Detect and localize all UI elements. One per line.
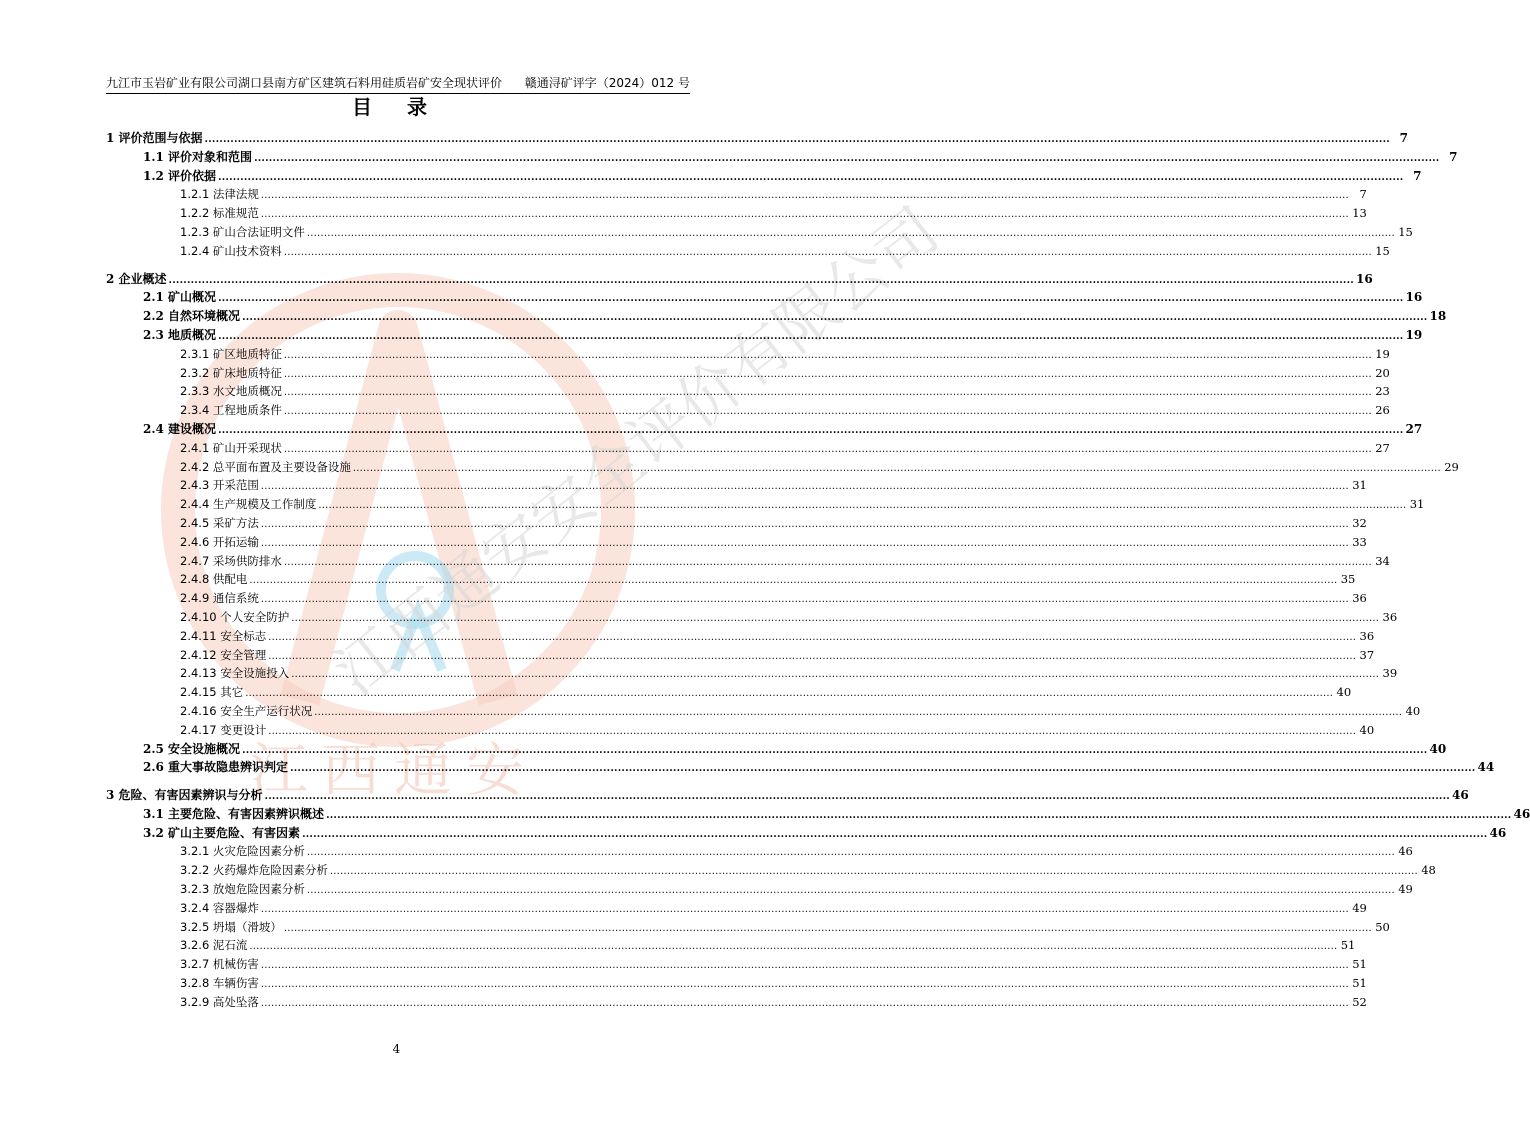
toc-entry-label: 2.4.7 采场供防排水: [180, 553, 282, 568]
toc-leader-dots: [284, 439, 1372, 458]
toc-entry[interactable]: [106, 307, 1447, 326]
toc-entry-page: 51: [1352, 957, 1367, 972]
toc-title: 目 录: [352, 95, 441, 119]
toc-entry-label: 2.3.1 矿区地质特征: [180, 346, 282, 361]
toc-entry[interactable]: [106, 740, 1447, 759]
toc-entry[interactable]: [106, 955, 1367, 974]
toc-entry-label: 3.2 矿山主要危险、有害因素: [143, 825, 301, 840]
toc-entry[interactable]: [106, 861, 1436, 880]
toc-entry[interactable]: [106, 495, 1425, 514]
toc-leader-dots: [265, 786, 1450, 805]
toc-entry-label: 2.4.15 其它: [180, 685, 244, 700]
toc-entry-page: 27: [1405, 421, 1423, 436]
toc-leader-dots: [249, 936, 1337, 955]
toc-entry-page: 16: [1355, 271, 1373, 286]
header-doc-number: 赣通浔矿评字（2024）012 号: [524, 76, 690, 90]
toc-entry-page: 16: [1405, 290, 1423, 305]
toc-entry[interactable]: [106, 974, 1367, 993]
toc-entry-page: 50: [1375, 919, 1390, 934]
toc-entry[interactable]: [106, 805, 1530, 824]
toc-entry-page: 18: [1429, 309, 1447, 324]
toc-entry-label: 2.6 重大事故隐患辨识判定: [143, 760, 289, 775]
toc-entry-label: 2.4.11 安全标志: [180, 628, 267, 643]
toc-leader-dots: [218, 420, 1403, 439]
toc-entry[interactable]: [106, 533, 1367, 552]
toc-entry-page: 44: [1477, 760, 1495, 775]
toc-entry-page: 7: [1399, 131, 1408, 145]
toc-entry[interactable]: [106, 439, 1390, 458]
toc-entry-label: 3.2.1 火灾危险因素分析: [180, 844, 305, 859]
toc-entry-page: 31: [1409, 497, 1425, 512]
toc-entry-page: 46: [1513, 806, 1530, 821]
toc-entry[interactable]: [106, 721, 1375, 740]
toc-leader-dots: [284, 345, 1372, 364]
toc-leader-dots: [245, 683, 1333, 702]
toc-entry[interactable]: [106, 167, 1422, 186]
toc-leader-dots: [261, 899, 1349, 918]
toc-leader-dots: [218, 288, 1403, 307]
toc-entry-label: 2.4.10 个人安全防护: [180, 609, 290, 624]
toc-entry[interactable]: [106, 918, 1390, 937]
toc-leader-dots: [284, 242, 1372, 261]
watermark-arc-text: 江西通安安全评价有限公司: [320, 193, 952, 710]
toc-entry-label: 2.4.6 开拓运输: [180, 534, 259, 549]
toc-entry-page: 51: [1352, 976, 1367, 991]
toc-leader-dots: [284, 918, 1372, 937]
toc-entry-label: 2.4.3 开采范围: [180, 478, 259, 493]
toc-leader-dots: [261, 204, 1349, 223]
toc-leader-dots: [261, 589, 1349, 608]
toc-entry-page: 13: [1352, 206, 1367, 221]
toc-leader-dots: [254, 148, 1439, 167]
toc-entry[interactable]: [106, 401, 1390, 420]
toc-entry-page: 49: [1398, 882, 1413, 897]
toc-entry-label: 2.4.9 通信系统: [180, 591, 259, 606]
toc-entry-page: 7: [1449, 149, 1458, 164]
toc-entry-label: 2 企业概述: [106, 271, 167, 286]
toc-entry-page: 31: [1352, 478, 1367, 493]
toc-entry-label: 3 危险、有害因素辨识与分析: [106, 788, 263, 803]
toc-entry-label: 1 评价范围与依据: [106, 131, 203, 145]
toc-entry-label: 1.2 评价依据: [143, 168, 217, 183]
toc-leader-dots: [330, 861, 1418, 880]
toc-entry-label: 3.2.3 放炮危险因素分析: [180, 882, 305, 897]
toc-entry-page: 35: [1340, 572, 1356, 587]
toc-leader-dots: [169, 270, 1354, 289]
toc-entry-page: 52: [1352, 994, 1367, 1009]
toc-entry-label: 2.4.4 生产规模及工作制度: [180, 497, 317, 512]
toc-entry-label: 2.4.13 安全设施投入: [180, 666, 290, 681]
toc-entry[interactable]: [106, 458, 1459, 477]
toc-leader-dots: [284, 382, 1372, 401]
toc-leader-dots: [307, 880, 1395, 899]
toc-leader-dots: [261, 955, 1349, 974]
toc-leader-dots: [353, 458, 1441, 477]
toc-entry-page: 19: [1375, 346, 1390, 361]
toc-entry[interactable]: [106, 880, 1413, 899]
toc-entry-page: 36: [1352, 591, 1367, 606]
toc-entry-label: 2.4.5 采矿方法: [180, 515, 259, 530]
toc-entry[interactable]: [106, 185, 1367, 204]
toc-entry[interactable]: [106, 608, 1398, 627]
toc-entry[interactable]: [106, 270, 1373, 289]
toc-entry[interactable]: [106, 842, 1413, 861]
toc-entry-page: 49: [1352, 900, 1367, 915]
toc-entry-label: 2.4.17 变更设计: [180, 722, 267, 737]
toc-entry-label: 2.4.1 矿山开采现状: [180, 440, 282, 455]
toc-entry-label: 1.2.3 矿山合法证明文件: [180, 224, 305, 239]
toc-entry-page: 40: [1359, 722, 1375, 737]
toc-entry[interactable]: [106, 683, 1352, 702]
toc-leader-dots: [268, 646, 1356, 665]
toc-entry-page: 36: [1382, 609, 1398, 624]
toc-entry[interactable]: [106, 993, 1367, 1012]
toc-entry-page: 27: [1375, 440, 1390, 455]
toc-entry-page: 19: [1405, 327, 1423, 342]
toc-entry-label: 3.2.5 坍塌（滑坡）: [180, 919, 282, 934]
toc-entry-label: 2.3 地质概况: [143, 327, 217, 342]
page-header: [106, 75, 690, 94]
toc-entry-label: 3.2.8 车辆伤害: [180, 976, 259, 991]
toc-entry-label: 3.2.9 高处坠落: [180, 994, 259, 1009]
toc-entry-label: 2.3.4 工程地质条件: [180, 403, 282, 418]
toc-entry-page: 48: [1421, 863, 1436, 878]
toc-leader-dots: [249, 570, 1337, 589]
toc-leader-dots: [205, 129, 1390, 148]
toc-leader-dots: [307, 842, 1395, 861]
toc-entry-page: 39: [1382, 666, 1398, 681]
toc-entry-label: 2.4.2 总平面布置及主要设备设施: [180, 459, 351, 474]
toc-entry[interactable]: [106, 758, 1495, 777]
toc-entry[interactable]: [106, 204, 1367, 223]
toc-entry[interactable]: [106, 899, 1367, 918]
toc-entry[interactable]: [106, 420, 1423, 439]
toc-entry-page: 20: [1375, 365, 1390, 380]
toc-entry[interactable]: [106, 148, 1458, 167]
toc-entry-label: 2.1 矿山概况: [143, 290, 217, 305]
toc-entry[interactable]: [106, 326, 1423, 345]
toc-entry-label: 3.2.6 泥石流: [180, 938, 248, 953]
toc-entry[interactable]: [106, 589, 1367, 608]
header-doc-title: 九江市玉岩矿业有限公司湖口县南方矿区建筑石料用硅质岩矿安全现状评价: [106, 76, 503, 90]
toc-entry-page: 7: [1359, 187, 1367, 202]
toc-leader-dots: [261, 476, 1349, 495]
toc-entry[interactable]: [106, 646, 1375, 665]
toc-entry-label: 3.1 主要危险、有害因素辨识概述: [143, 806, 325, 821]
toc-entry[interactable]: [106, 824, 1507, 843]
toc-entry[interactable]: [106, 570, 1356, 589]
table-of-contents: [106, 129, 1530, 1012]
toc-leader-dots: [284, 364, 1372, 383]
toc-entry-label: 1.2.1 法律法规: [180, 187, 259, 202]
toc-entry[interactable]: [106, 223, 1413, 242]
toc-entry-page: 7: [1413, 168, 1422, 183]
toc-entry[interactable]: [106, 552, 1390, 571]
toc-entry-label: 2.4 建设概况: [143, 421, 217, 436]
toc-entry-page: 29: [1444, 459, 1459, 474]
toc-leader-dots: [242, 740, 1427, 759]
toc-leader-dots: [318, 495, 1406, 514]
toc-leader-dots: [291, 664, 1379, 683]
toc-entry-page: 40: [1429, 741, 1447, 756]
toc-entry-label: 2.4.12 安全管理: [180, 647, 267, 662]
toc-leader-dots: [261, 974, 1349, 993]
toc-leader-dots: [284, 552, 1372, 571]
toc-entry-page: 37: [1359, 647, 1375, 662]
toc-entry-page: 26: [1375, 403, 1390, 418]
toc-leader-dots: [291, 608, 1379, 627]
page-number: 4: [392, 1042, 401, 1056]
toc-leader-dots: [218, 326, 1403, 345]
toc-entry[interactable]: [106, 476, 1367, 495]
toc-entry-page: 15: [1398, 224, 1413, 239]
toc-entry-label: 2.4.8 供配电: [180, 572, 248, 587]
toc-entry[interactable]: [106, 936, 1356, 955]
toc-entry-page: 46: [1398, 844, 1413, 859]
toc-leader-dots: [307, 223, 1395, 242]
toc-entry[interactable]: [106, 129, 1408, 148]
toc-entry[interactable]: [106, 242, 1390, 261]
toc-entry[interactable]: [106, 786, 1469, 805]
toc-entry[interactable]: [106, 664, 1398, 683]
toc-leader-dots: [261, 514, 1349, 533]
toc-leader-dots: [218, 167, 1403, 186]
toc-entry-label: 2.4.16 安全生产运行状况: [180, 703, 313, 718]
toc-leader-dots: [261, 185, 1349, 204]
toc-entry[interactable]: [106, 627, 1375, 646]
toc-entry[interactable]: [106, 288, 1423, 307]
toc-entry-label: 1.2.2 标准规范: [180, 206, 259, 221]
toc-entry-page: 51: [1340, 938, 1356, 953]
toc-entry-page: 32: [1352, 515, 1367, 530]
toc-entry-label: 1.2.4 矿山技术资料: [180, 243, 282, 258]
toc-entry-page: 46: [1451, 788, 1469, 803]
toc-entry[interactable]: [106, 702, 1421, 721]
toc-leader-dots: [268, 627, 1356, 646]
toc-entry-label: 3.2.4 容器爆炸: [180, 900, 259, 915]
toc-entry-page: 23: [1375, 384, 1390, 399]
toc-leader-dots: [290, 758, 1475, 777]
toc-entry-page: 36: [1359, 628, 1375, 643]
toc-entry-page: 34: [1375, 553, 1390, 568]
toc-entry-label: 3.2.2 火药爆炸危险因素分析: [180, 863, 328, 878]
toc-entry[interactable]: [106, 345, 1390, 364]
toc-entry[interactable]: [106, 382, 1390, 401]
watermark-bottom-text: 江西通安: [250, 736, 539, 804]
toc-entry[interactable]: [106, 514, 1367, 533]
toc-entry-page: 33: [1352, 534, 1367, 549]
toc-leader-dots: [302, 824, 1487, 843]
toc-entry-page: 15: [1375, 243, 1390, 258]
toc-entry-page: 40: [1405, 703, 1421, 718]
toc-leader-dots: [284, 401, 1372, 420]
toc-entry-page: 46: [1489, 825, 1507, 840]
toc-entry-label: 2.3.3 水文地质概况: [180, 384, 282, 399]
toc-entry-page: 40: [1336, 685, 1352, 700]
toc-entry-label: 2.3.2 矿床地质特征: [180, 365, 282, 380]
toc-entry-label: 2.5 安全设施概况: [143, 741, 241, 756]
toc-leader-dots: [261, 533, 1349, 552]
toc-leader-dots: [268, 721, 1356, 740]
toc-entry[interactable]: [106, 364, 1390, 383]
toc-entry-label: 3.2.7 机械伤害: [180, 957, 259, 972]
toc-leader-dots: [326, 805, 1511, 824]
toc-entry-label: 2.2 自然环境概况: [143, 309, 241, 324]
toc-leader-dots: [314, 702, 1402, 721]
toc-leader-dots: [261, 993, 1349, 1012]
toc-leader-dots: [242, 307, 1427, 326]
toc-entry-label: 1.1 评价对象和范围: [143, 149, 253, 164]
